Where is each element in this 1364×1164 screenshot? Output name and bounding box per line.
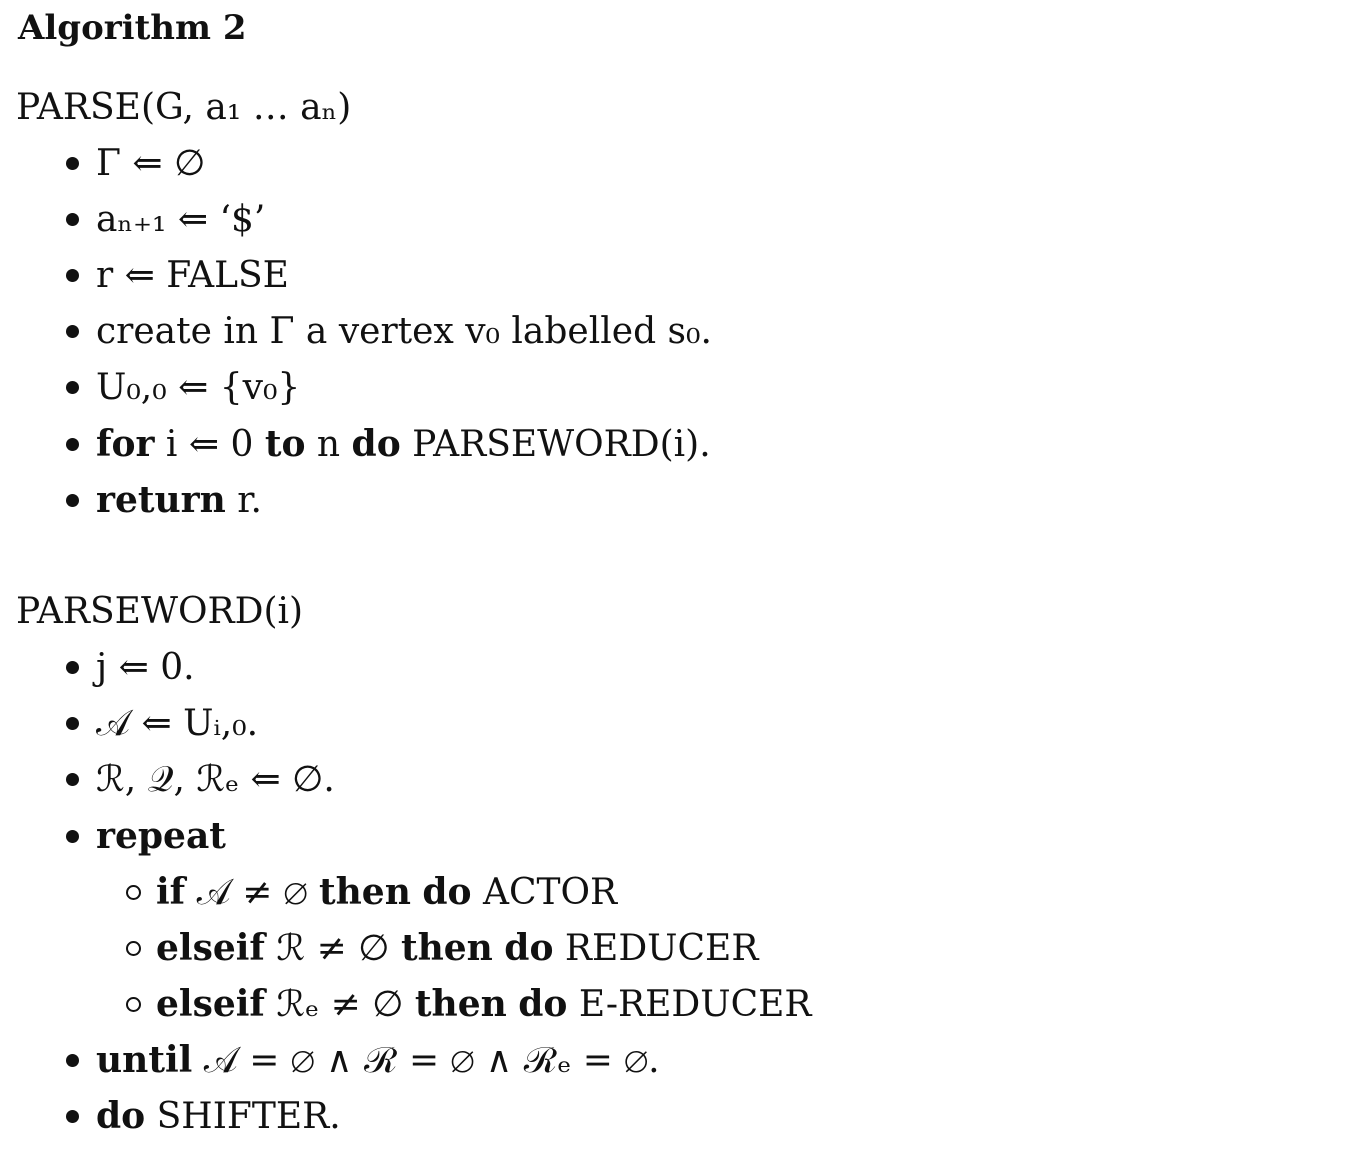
- bullet-dot-icon: [66, 815, 96, 859]
- parseword-line-2: [66, 702, 258, 746]
- bullet-dot-icon: [66, 254, 96, 298]
- bullet-circle-icon: [126, 871, 156, 915]
- bullet-dot-icon: [66, 1095, 96, 1139]
- parseword-line-6: [66, 1094, 341, 1139]
- bullet-dot-icon: [66, 142, 96, 186]
- parse-line-text: return r.: [96, 479, 262, 521]
- parseword-line-text: 𝒜 ⇐ Uᵢ,₀.: [96, 703, 259, 744]
- parseword-header: PARSEWORD(i): [16, 591, 304, 632]
- repeat-body-text: elseif ℛₑ ≠ ∅ then do E-REDUCER: [156, 983, 812, 1025]
- bullet-dot-icon: [66, 702, 96, 746]
- algorithm-title: Algorithm 2: [18, 8, 247, 48]
- bullet-dot-icon: [66, 366, 96, 410]
- parse-line-2: [66, 198, 265, 242]
- parseword-line-3: [66, 758, 335, 802]
- parse-line-3: [66, 254, 289, 298]
- parse-line-text: Γ ⇐ ∅: [96, 143, 206, 184]
- repeat-body-line-3: [126, 982, 812, 1027]
- bullet-circle-icon: [126, 983, 156, 1027]
- bullet-dot-icon: [66, 479, 96, 523]
- parseword-line-text: ℛ, 𝒬, ℛₑ ⇐ ∅.: [96, 759, 335, 800]
- parseword-line-5: [66, 1038, 660, 1083]
- repeat-body-text: elseif ℛ ≠ ∅ then do REDUCER: [156, 927, 759, 969]
- parse-line-text: create in Γ a vertex v₀ labelled s₀.: [96, 311, 712, 352]
- parse-header: PARSE(G, a₁ … aₙ): [16, 87, 352, 128]
- parse-line-6: [66, 422, 711, 467]
- parse-line-text: r ⇐ FALSE: [96, 255, 289, 296]
- parse-line-1: [66, 142, 205, 186]
- parseword-line-text: until 𝒜 = ∅ ∧ ℛ = ∅ ∧ ℛₑ = ∅.: [96, 1039, 660, 1081]
- bullet-circle-icon: [126, 927, 156, 971]
- parse-line-5: [66, 366, 300, 410]
- bullet-dot-icon: [66, 198, 96, 242]
- parse-line-4: [66, 310, 712, 354]
- bullet-dot-icon: [66, 758, 96, 802]
- repeat-body-line-1: [126, 870, 617, 915]
- repeat-body-line-2: [126, 926, 758, 971]
- bullet-dot-icon: [66, 646, 96, 690]
- bullet-dot-icon: [66, 423, 96, 467]
- parse-line-text: for i ⇐ 0 to n do PARSEWORD(i).: [96, 423, 711, 465]
- parseword-line-text: do SHIFTER.: [96, 1095, 341, 1137]
- parse-line-text: aₙ₊₁ ⇐ ‘$’: [96, 199, 266, 240]
- parseword-line-text: repeat: [96, 815, 226, 857]
- parse-line-7: [66, 478, 262, 523]
- parse-line-text: U₀,₀ ⇐ {v₀}: [96, 367, 301, 408]
- bullet-dot-icon: [66, 310, 96, 354]
- bullet-dot-icon: [66, 1039, 96, 1083]
- repeat-body-text: if 𝒜 ≠ ∅ then do ACTOR: [156, 871, 618, 913]
- parseword-line-text: j ⇐ 0.: [96, 647, 195, 688]
- parseword-line-1: [66, 646, 195, 690]
- parseword-line-4: [66, 814, 226, 859]
